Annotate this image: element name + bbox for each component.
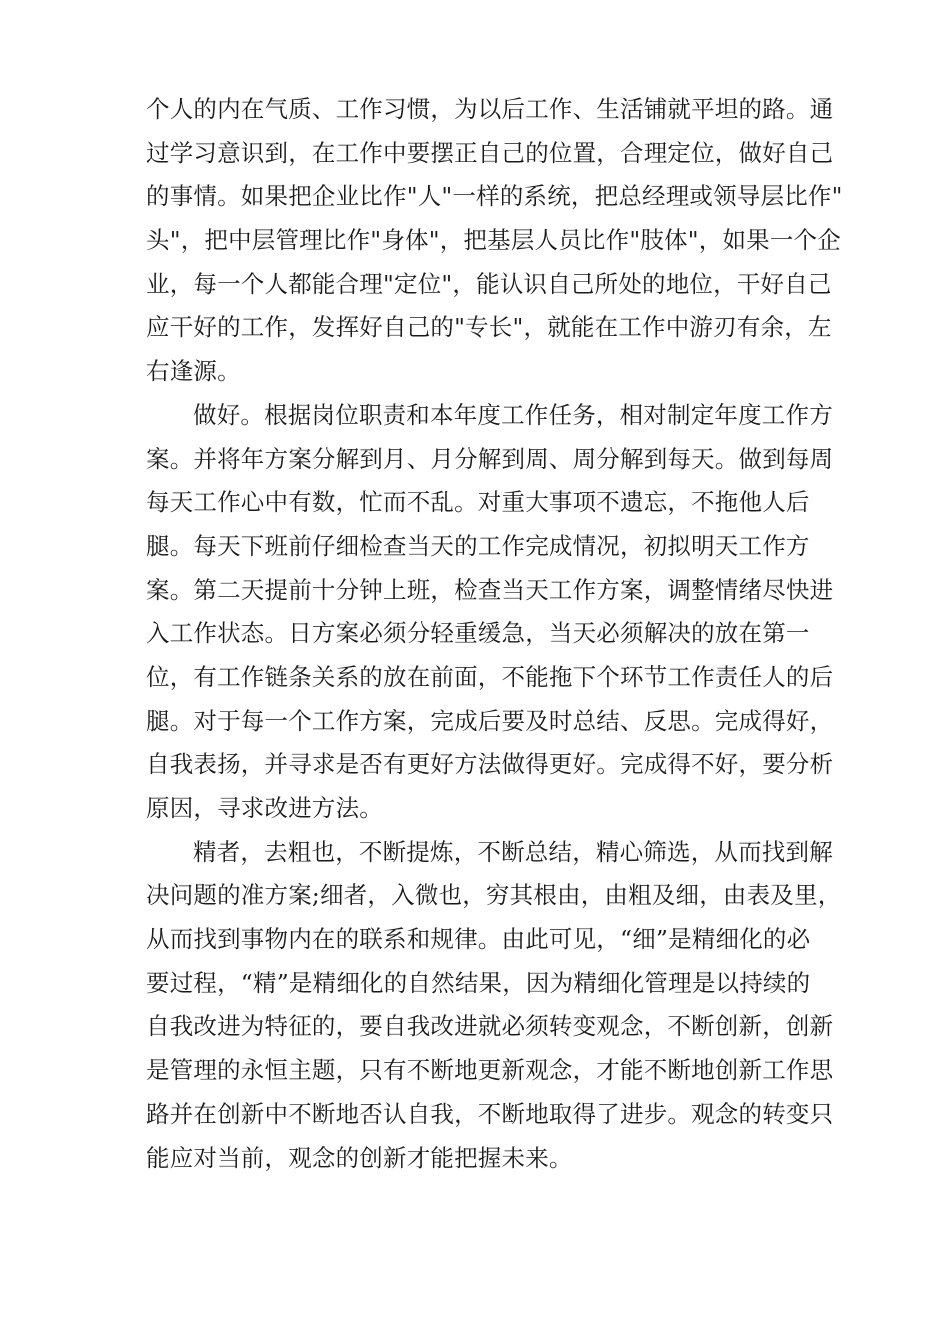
text-line: 案。第二天提前十分钟上班，检查当天工作方案，调整情绪尽快进	[146, 575, 834, 604]
text-line: 要过程，“精”是精细化的自然结果，因为精细化管理是以持续的	[146, 968, 811, 997]
text-line: 个人的内在气质、工作习惯，为以后工作、生活铺就平坦的路。通	[146, 95, 834, 123]
paragraph-3	[146, 831, 842, 1181]
text-line: 案。并将年方案分解到月、月分解到周、周分解到每天。做到每周	[146, 444, 834, 473]
text-line: 从而找到事物内在的联系和规律。由此可见，“细”是精细化的必	[146, 925, 811, 954]
text-line: 能应对当前，观念的创新才能把握未来。	[146, 1143, 573, 1172]
document-body	[146, 88, 843, 1180]
paragraph-1	[146, 88, 843, 394]
text-line: 决问题的准方案;细者，入微也，穷其根由，由粗及细，由表及里，	[146, 881, 842, 910]
text-line: 自我改进为特征的，要自我改进就必须转变观念，不断创新，创新	[146, 1012, 834, 1041]
text-line: 路并在创新中不断地否认自我，不断地取得了进步。观念的转变只	[146, 1099, 834, 1128]
text-line: 入工作状态。日方案必须分轻重缓急，当天必须解决的放在第一	[146, 619, 810, 648]
text-line: 应干好的工作，发挥好自己的"专长"，就能在工作中游刃有余，左	[146, 313, 832, 342]
text-line: 头"，把中层管理比作"身体"，把基层人员比作"肢体"，如果一个企	[146, 226, 841, 255]
text-line: 原因，寻求改进方法。	[146, 794, 383, 822]
text-line: 是管理的永恒主题，只有不断地更新观念，才能不断地创新工作思	[146, 1056, 834, 1085]
text-line: 每天工作心中有数，忙而不乱。对重大事项不遗忘，不拖他人后	[146, 488, 810, 517]
text-line: 过学习意识到，在工作中要摆正自己的位置，合理定位，做好自己	[146, 138, 834, 167]
text-line: 业，每一个人都能合理"定位"，能认识自己所处的地位，干好自己	[146, 269, 832, 298]
text-line: 腿。每天下班前仔细检查当天的工作完成情况，初拟明天工作方	[146, 531, 810, 560]
text-line: 自我表扬，并寻求是否有更好方法做得更好。完成得不好，要分析	[146, 750, 834, 779]
text-line: 做好。根据岗位职责和本年度工作任务，相对制定年度工作方	[193, 400, 833, 429]
text-line: 的事情。如果把企业比作"人"一样的系统，把总经理或领导层比作"	[146, 182, 843, 211]
paragraph-2	[146, 394, 834, 831]
text-line: 精者，去粗也，不断提炼，不断总结，精心筛选，从而找到解	[193, 837, 833, 866]
text-line: 位，有工作链条关系的放在前面，不能拖下个环节工作责任人的后	[146, 662, 834, 691]
text-line: 腿。对于每一个工作方案，完成后要及时总结、反思。完成得好，	[146, 706, 834, 735]
text-line: 右逢源。	[146, 357, 241, 386]
